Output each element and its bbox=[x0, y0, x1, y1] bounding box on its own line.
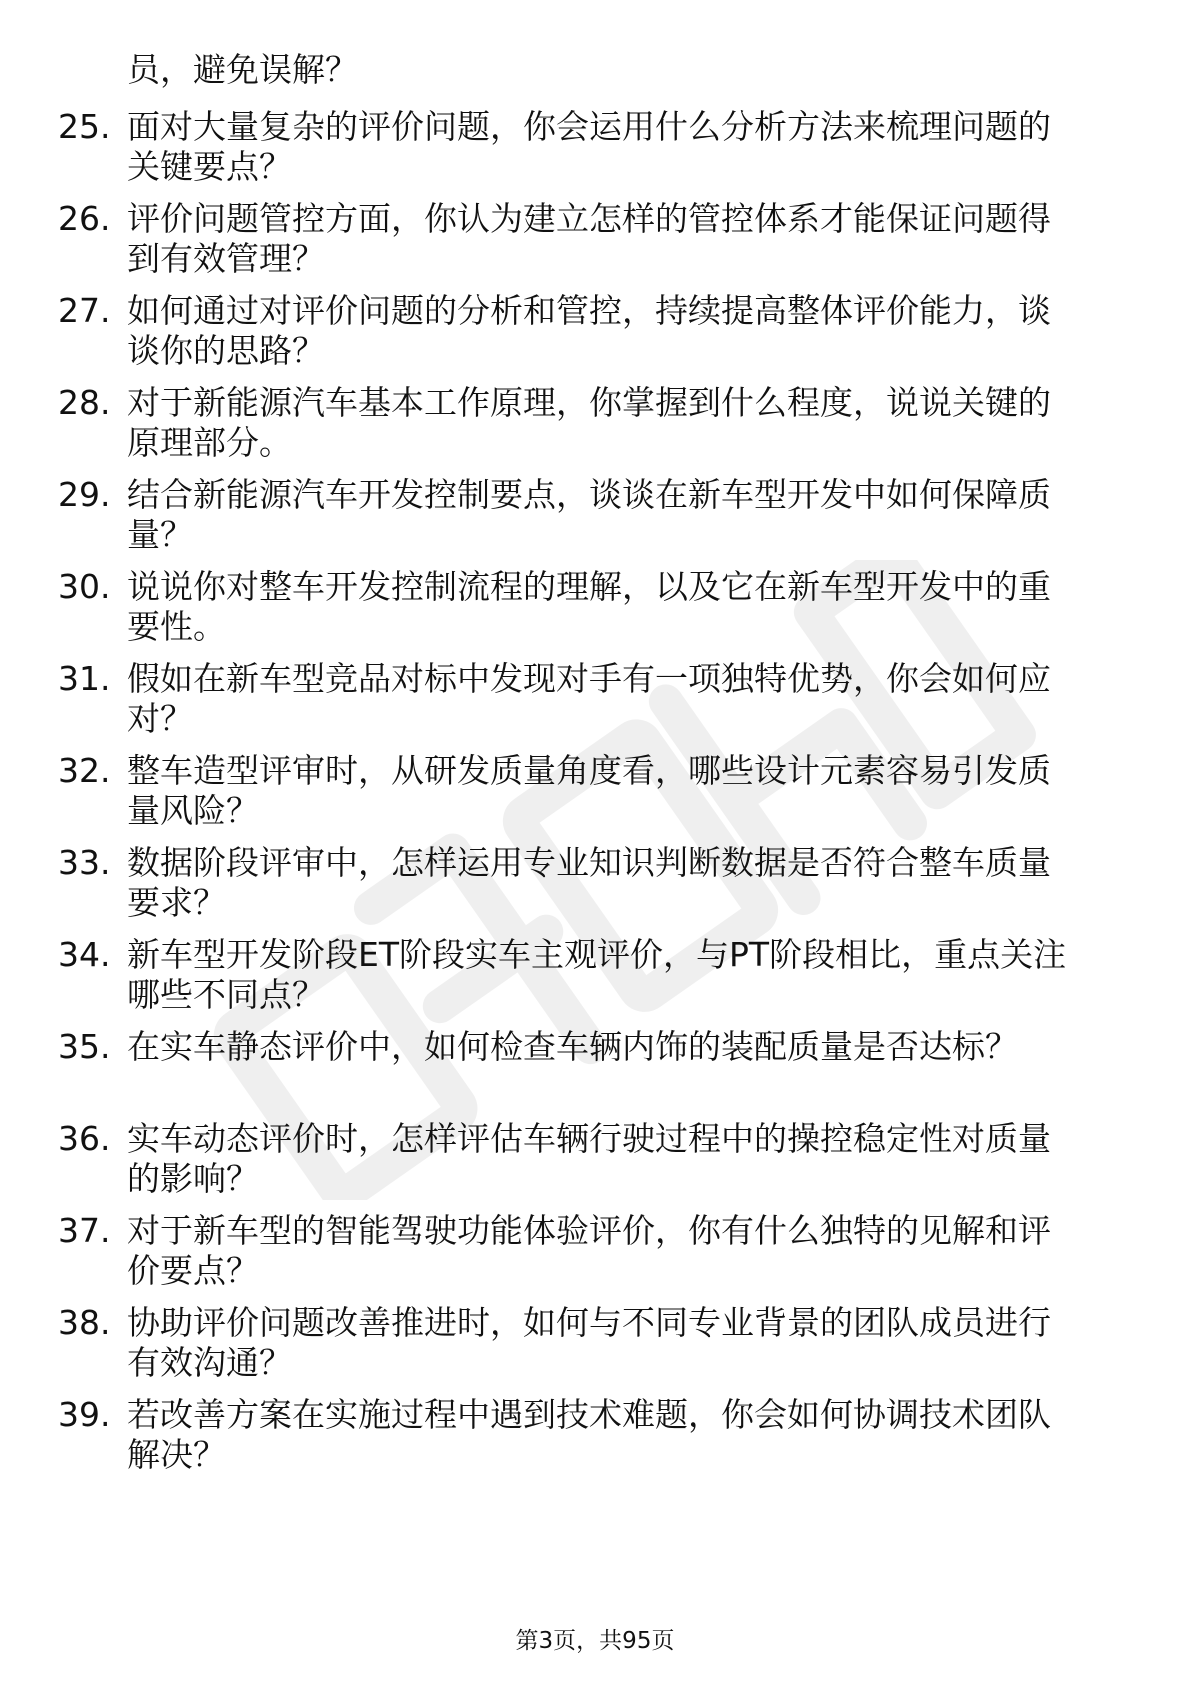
question-text-line: 的影响？ bbox=[127, 1159, 259, 1198]
question-text-line: 在实车静态评价中，如何检查车辆内饰的装配质量是否达标？ bbox=[127, 1027, 1018, 1066]
question-text-line: 解决？ bbox=[127, 1435, 226, 1474]
question-number: 33. bbox=[58, 843, 111, 882]
question-number: 37. bbox=[58, 1211, 111, 1250]
question-text-line: 面对大量复杂的评价问题，你会运用什么分析方法来梳理问题的 bbox=[127, 107, 1051, 146]
question-text-line: 结合新能源汽车开发控制要点，谈谈在新车型开发中如何保障质 bbox=[127, 475, 1051, 514]
question-number: 32. bbox=[58, 751, 111, 790]
question-number: 30. bbox=[58, 567, 111, 606]
question-item bbox=[0, 1303, 1190, 1385]
question-item bbox=[0, 107, 1190, 189]
question-text bbox=[127, 935, 1137, 1015]
question-number: 27. bbox=[58, 291, 111, 330]
question-text-line: 新车型开发阶段ET阶段实车主观评价，与PT阶段相比，重点关注 bbox=[127, 935, 1067, 974]
question-text-line: 谈你的思路？ bbox=[127, 331, 325, 370]
question-text bbox=[127, 475, 1137, 555]
question-text-line: 哪些不同点？ bbox=[127, 975, 325, 1014]
question-item bbox=[0, 1119, 1190, 1201]
question-text-line: 量风险？ bbox=[127, 791, 259, 830]
question-item bbox=[0, 291, 1190, 373]
question-number: 26. bbox=[58, 199, 111, 238]
question-text bbox=[127, 843, 1137, 923]
question-text-line: 数据阶段评审中，怎样运用专业知识判断数据是否符合整车质量 bbox=[127, 843, 1051, 882]
question-text bbox=[127, 383, 1137, 463]
question-text bbox=[127, 1303, 1137, 1383]
question-text bbox=[127, 1211, 1137, 1291]
question-number: 35. bbox=[58, 1027, 111, 1066]
question-item bbox=[0, 1211, 1190, 1293]
question-number: 38. bbox=[58, 1303, 111, 1342]
question-text-line: 如何通过对评价问题的分析和管控，持续提高整体评价能力，谈 bbox=[127, 291, 1051, 330]
question-item bbox=[0, 567, 1190, 649]
question-text-line: 有效沟通？ bbox=[127, 1343, 292, 1382]
question-number: 29. bbox=[58, 475, 111, 514]
question-number: 39. bbox=[58, 1395, 111, 1434]
question-number: 36. bbox=[58, 1119, 111, 1158]
question-text-line: 要性。 bbox=[127, 607, 226, 646]
question-text-line: 若改善方案在实施过程中遇到技术难题，你会如何协调技术团队 bbox=[127, 1395, 1051, 1434]
question-text bbox=[127, 751, 1137, 831]
question-text-line: 假如在新车型竞品对标中发现对手有一项独特优势，你会如何应 bbox=[127, 659, 1051, 698]
question-text-line: 整车造型评审时，从研发质量角度看，哪些设计元素容易引发质 bbox=[127, 751, 1051, 790]
question-number: 31. bbox=[58, 659, 111, 698]
question-number: 28. bbox=[58, 383, 111, 422]
question-item bbox=[0, 199, 1190, 281]
question-text-line: 原理部分。 bbox=[127, 423, 292, 462]
question-text-line: 说说你对整车开发控制流程的理解，以及它在新车型开发中的重 bbox=[127, 567, 1051, 606]
question-item bbox=[0, 383, 1190, 465]
question-item bbox=[0, 935, 1190, 1017]
question-text bbox=[127, 291, 1137, 371]
question-text-line: 关键要点？ bbox=[127, 147, 292, 186]
question-text-line: 对于新能源汽车基本工作原理，你掌握到什么程度，说说关键的 bbox=[127, 383, 1051, 422]
question-text bbox=[127, 107, 1137, 187]
question-item bbox=[0, 843, 1190, 925]
question-text-line: 协助评价问题改善推进时，如何与不同专业背景的团队成员进行 bbox=[127, 1303, 1051, 1342]
question-text bbox=[127, 199, 1137, 279]
question-number: 34. bbox=[58, 935, 111, 974]
question-item bbox=[0, 1395, 1190, 1477]
question-text-line: 实车动态评价时，怎样评估车辆行驶过程中的操控稳定性对质量 bbox=[127, 1119, 1051, 1158]
question-text-line: 价要点？ bbox=[127, 1251, 259, 1290]
question-text bbox=[127, 1395, 1137, 1475]
question-item bbox=[0, 751, 1190, 833]
question-item bbox=[0, 659, 1190, 741]
question-number: 25. bbox=[58, 107, 111, 146]
question-text-line: 评价问题管控方面，你认为建立怎样的管控体系才能保证问题得 bbox=[127, 199, 1051, 238]
question-text bbox=[127, 1119, 1137, 1199]
page-footer: 第3页，共95页 bbox=[515, 1628, 675, 1654]
question-text-line: 到有效管理？ bbox=[127, 239, 325, 278]
question-text-line: 对于新车型的智能驾驶功能体验评价，你有什么独特的见解和评 bbox=[127, 1211, 1051, 1250]
question-text-line: 要求？ bbox=[127, 883, 226, 922]
question-text bbox=[127, 567, 1137, 647]
question-text bbox=[127, 659, 1137, 739]
question-text-line: 量？ bbox=[127, 515, 193, 554]
question-item bbox=[0, 475, 1190, 557]
question-text-line: 对？ bbox=[127, 699, 193, 738]
question-item bbox=[0, 1027, 1190, 1109]
continuation-line: 员，避免误解？ bbox=[127, 50, 358, 89]
question-text bbox=[127, 1027, 1137, 1067]
